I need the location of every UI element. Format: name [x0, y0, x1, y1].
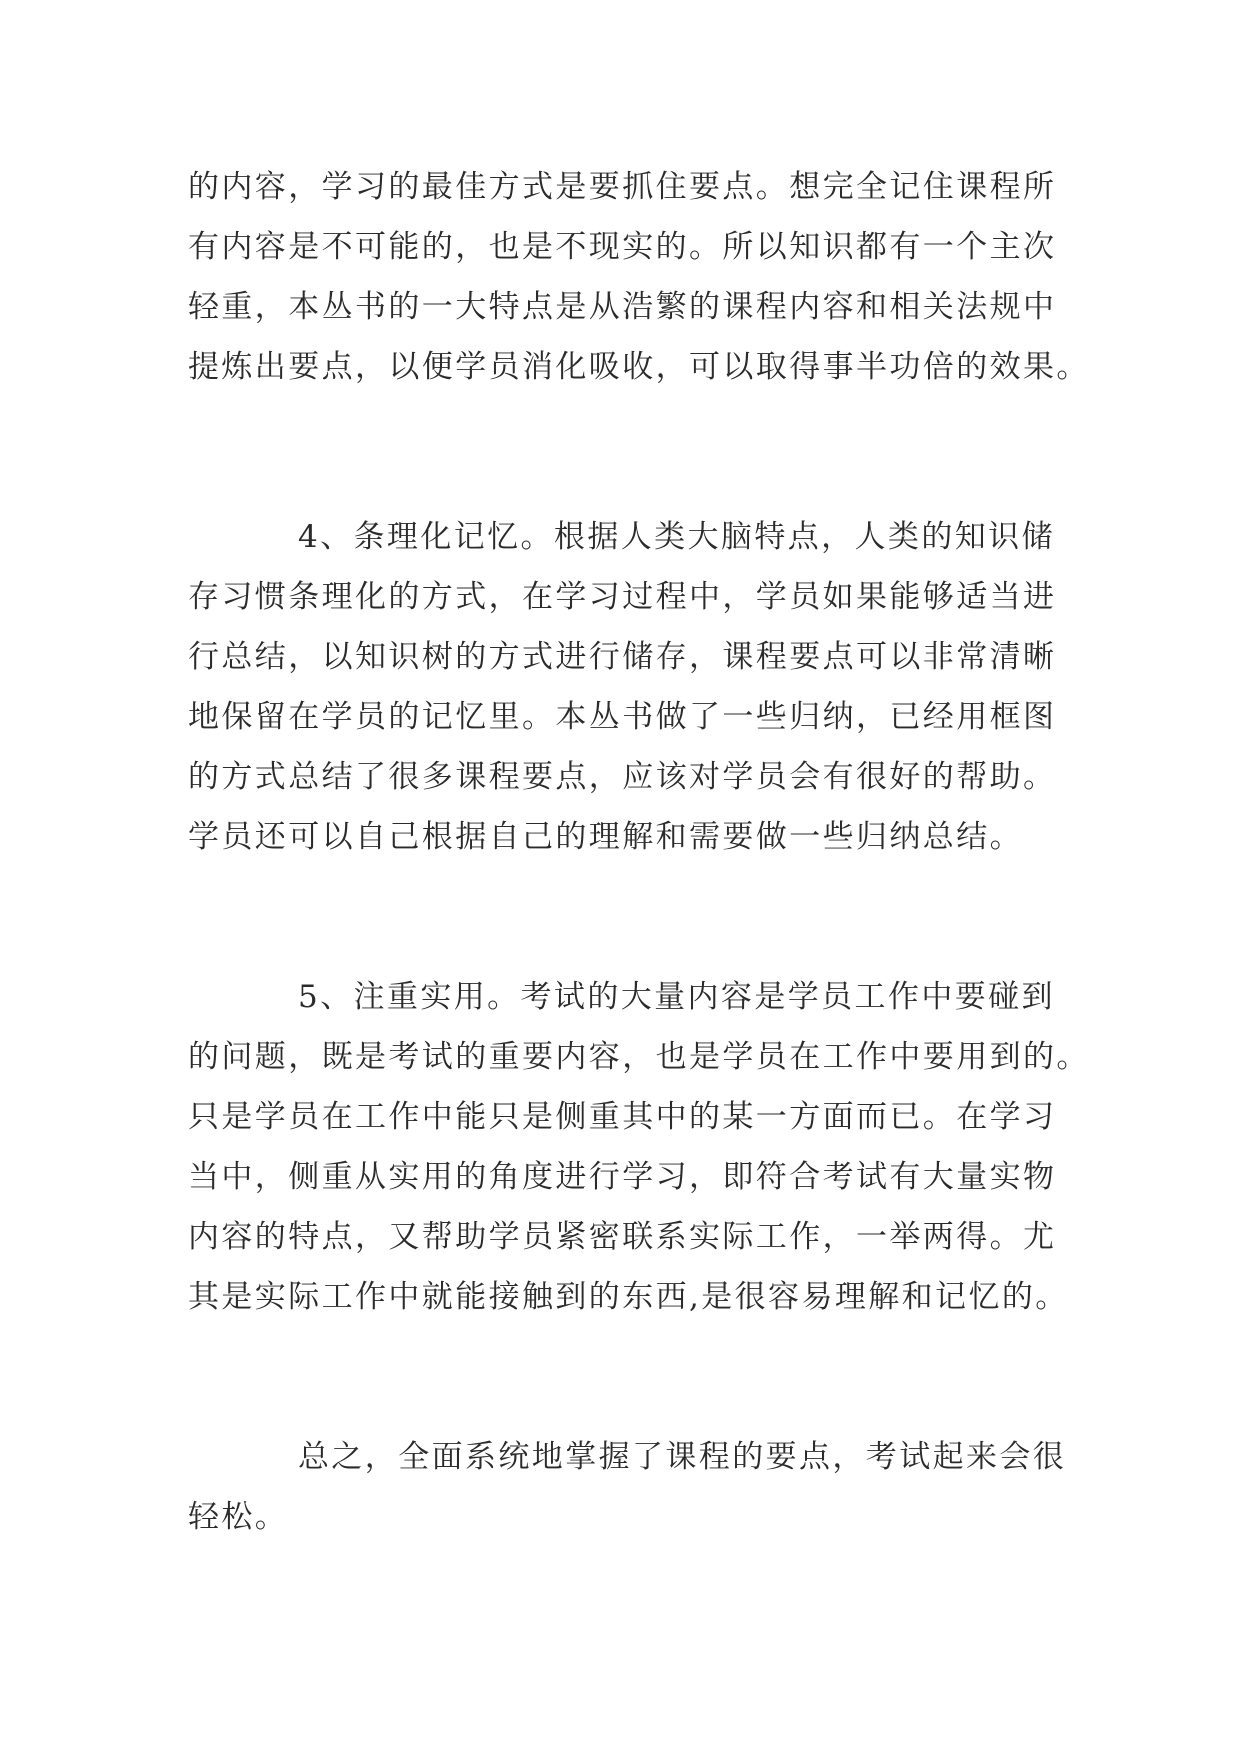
paragraph-structured-memory — [188, 507, 1068, 867]
text-line: 轻松。 — [188, 1499, 289, 1535]
text-line: 的方式总结了很多课程要点，应该对学员会有很好的帮助。 — [188, 759, 1057, 795]
text-line: 内容的特点，又帮助学员紧密联系实际工作，一举两得。尤 — [188, 1219, 1057, 1255]
paragraph-practical-focus — [188, 967, 1090, 1327]
paragraph-key-points — [188, 157, 1090, 397]
text-line: 有内容是不可能的，也是不现实的。所以知识都有一个主次 — [188, 229, 1057, 265]
text-line: 学员还可以自己根据自己的理解和需要做一些归纳总结。 — [188, 819, 1023, 855]
text-line: 总之，全面系统地掌握了课程的要点，考试起来会很 — [298, 1439, 1067, 1475]
text-line: 只是学员在工作中能只是侧重其中的某一方面而已。在学习 — [188, 1099, 1057, 1135]
text-line: 轻重，本丛书的一大特点是从浩繁的课程内容和相关法规中 — [188, 289, 1057, 325]
text-line: 其是实际工作中就能接触到的东西,是很容易理解和记忆的。 — [188, 1279, 1069, 1315]
text-line: 5、注重实用。考试的大量内容是学员工作中要碰到 — [298, 979, 1055, 1015]
text-line: 的问题，既是考试的重要内容，也是学员在工作中要用到的。 — [188, 1039, 1090, 1075]
text-line: 当中，侧重从实用的角度进行学习，即符合考试有大量实物 — [188, 1159, 1057, 1195]
text-line: 提炼出要点，以便学员消化吸收，可以取得事半功倍的效果。 — [188, 349, 1090, 385]
text-line: 地保留在学员的记忆里。本丛书做了一些归纳，已经用框图 — [188, 699, 1057, 735]
text-line: 行总结，以知识树的方式进行储存，课程要点可以非常清晰 — [188, 639, 1057, 675]
text-line: 4、条理化记忆。根据人类大脑特点，人类的知识储 — [298, 519, 1055, 555]
paragraph-conclusion — [188, 1427, 1068, 1547]
text-line: 的内容，学习的最佳方式是要抓住要点。想完全记住课程所 — [188, 169, 1057, 205]
text-line: 存习惯条理化的方式，在学习过程中，学员如果能够适当进 — [188, 579, 1057, 615]
